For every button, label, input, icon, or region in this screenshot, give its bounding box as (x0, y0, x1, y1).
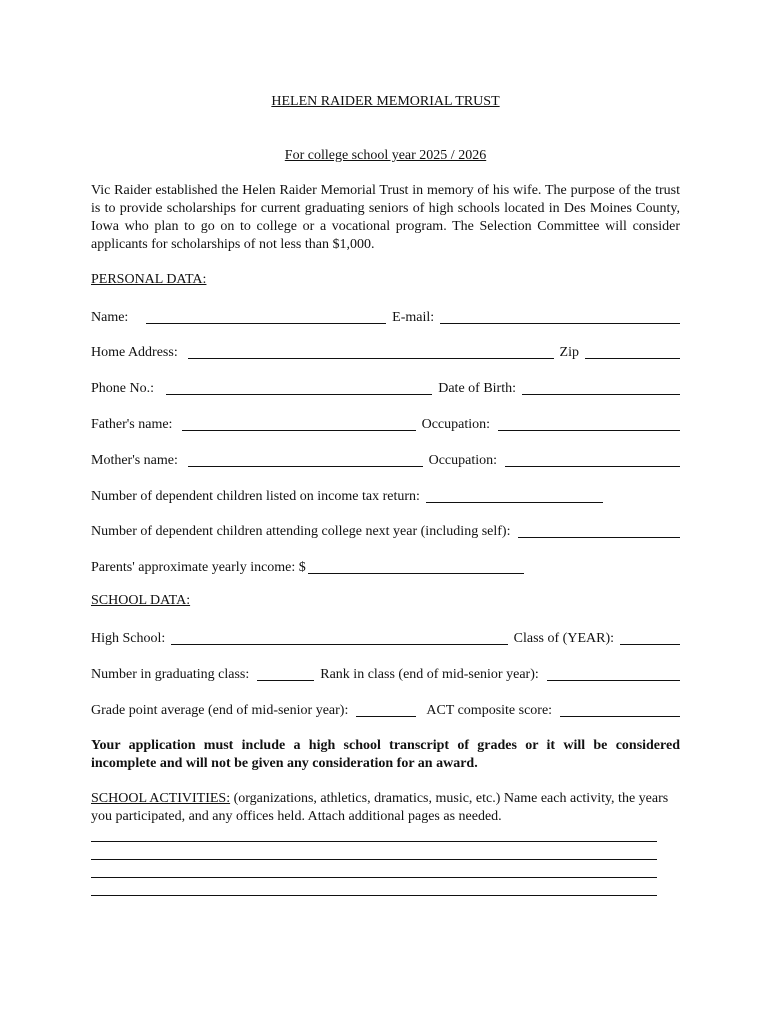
transcript-notice: Your application must include a high school transcript of grades or it will be considered incomplete and will not be given any consideration for an award. (91, 738, 680, 771)
activities-line-1[interactable] (91, 841, 657, 842)
school-year-subtitle: For college school year 2025 / 2026 (284, 148, 487, 163)
dob-field[interactable] (522, 380, 680, 395)
intro-paragraph: Vic Raider established the Helen Raider Memorial Trust in memory of his wife. The purpose of the trust is to provide scholarships for current graduating seniors of high schools located in Des Moines County, Iowa who plan to go on to college or a vocational program. The Selection Committee will consider applicants for scholarships of not less than $1,000. (91, 183, 680, 252)
high-school-field[interactable] (171, 630, 507, 645)
name-label: Name: (91, 310, 129, 325)
zip-field[interactable] (585, 344, 680, 359)
rank-field[interactable] (547, 666, 680, 681)
father-occupation-field[interactable] (498, 416, 680, 431)
gpa-label: Grade point average (end of mid-senior year): (91, 703, 349, 718)
father-row (91, 414, 680, 434)
mother-name-label: Mother's name: (91, 453, 178, 468)
rank-label: Rank in class (end of mid-senior year): (320, 667, 539, 682)
phone-dob-row (91, 378, 680, 398)
father-occupation-label: Occupation: (421, 417, 490, 432)
dependents-row (91, 486, 680, 506)
class-rank-row (91, 664, 680, 684)
zip-label: Zip (559, 345, 579, 360)
dob-label: Date of Birth: (438, 381, 516, 396)
class-year-field[interactable] (620, 630, 680, 645)
income-label: Parents' approximate yearly income: $ (91, 560, 306, 575)
activities-line-4[interactable] (91, 895, 657, 896)
school-data-heading: SCHOOL DATA: (91, 593, 191, 608)
high-school-row (91, 628, 680, 648)
dependents-field[interactable] (426, 488, 603, 503)
phone-field[interactable] (166, 380, 432, 395)
activities-heading: SCHOOL ACTIVITIES: (91, 791, 231, 806)
email-field[interactable] (440, 309, 680, 324)
form-title: HELEN RAIDER MEMORIAL TRUST (271, 94, 500, 109)
address-field[interactable] (188, 344, 554, 359)
mother-occupation-field[interactable] (505, 452, 680, 467)
dependents-label: Number of dependent children listed on income tax return: (91, 489, 420, 504)
mother-occupation-label: Occupation: (428, 453, 497, 468)
phone-label: Phone No.: (91, 381, 154, 396)
email-label: E-mail: (392, 310, 435, 325)
gpa-field[interactable] (356, 702, 416, 717)
act-label: ACT composite score: (426, 703, 553, 718)
application-form (91, 0, 680, 1024)
father-name-label: Father's name: (91, 417, 173, 432)
class-year-label: Class of (YEAR): (513, 631, 614, 646)
income-field[interactable] (308, 559, 524, 574)
graduating-class-label: Number in graduating class: (91, 667, 250, 682)
gpa-act-row (91, 700, 680, 720)
activities-text: (organizations, athletics, dramatics, music, etc.) Name each activity, the years you participated, and any offices held. Attach additional pages as needed. (91, 791, 669, 824)
activities-line-3[interactable] (91, 877, 657, 878)
activities-line-2[interactable] (91, 859, 657, 860)
mother-row (91, 450, 680, 470)
college-dependents-field[interactable] (518, 523, 680, 538)
high-school-label: High School: (91, 631, 166, 646)
college-dependents-row (91, 521, 680, 541)
mother-name-field[interactable] (188, 452, 423, 467)
address-row (91, 342, 680, 362)
personal-data-heading: PERSONAL DATA: (91, 272, 207, 287)
income-row (91, 557, 680, 577)
name-email-row (91, 307, 680, 327)
act-field[interactable] (560, 702, 680, 717)
name-field[interactable] (146, 309, 386, 324)
graduating-class-field[interactable] (257, 666, 314, 681)
college-dependents-label: Number of dependent children attending college next year (including self): (91, 524, 511, 539)
address-label: Home Address: (91, 345, 178, 360)
activities-instructions (91, 790, 680, 826)
father-name-field[interactable] (182, 416, 415, 431)
